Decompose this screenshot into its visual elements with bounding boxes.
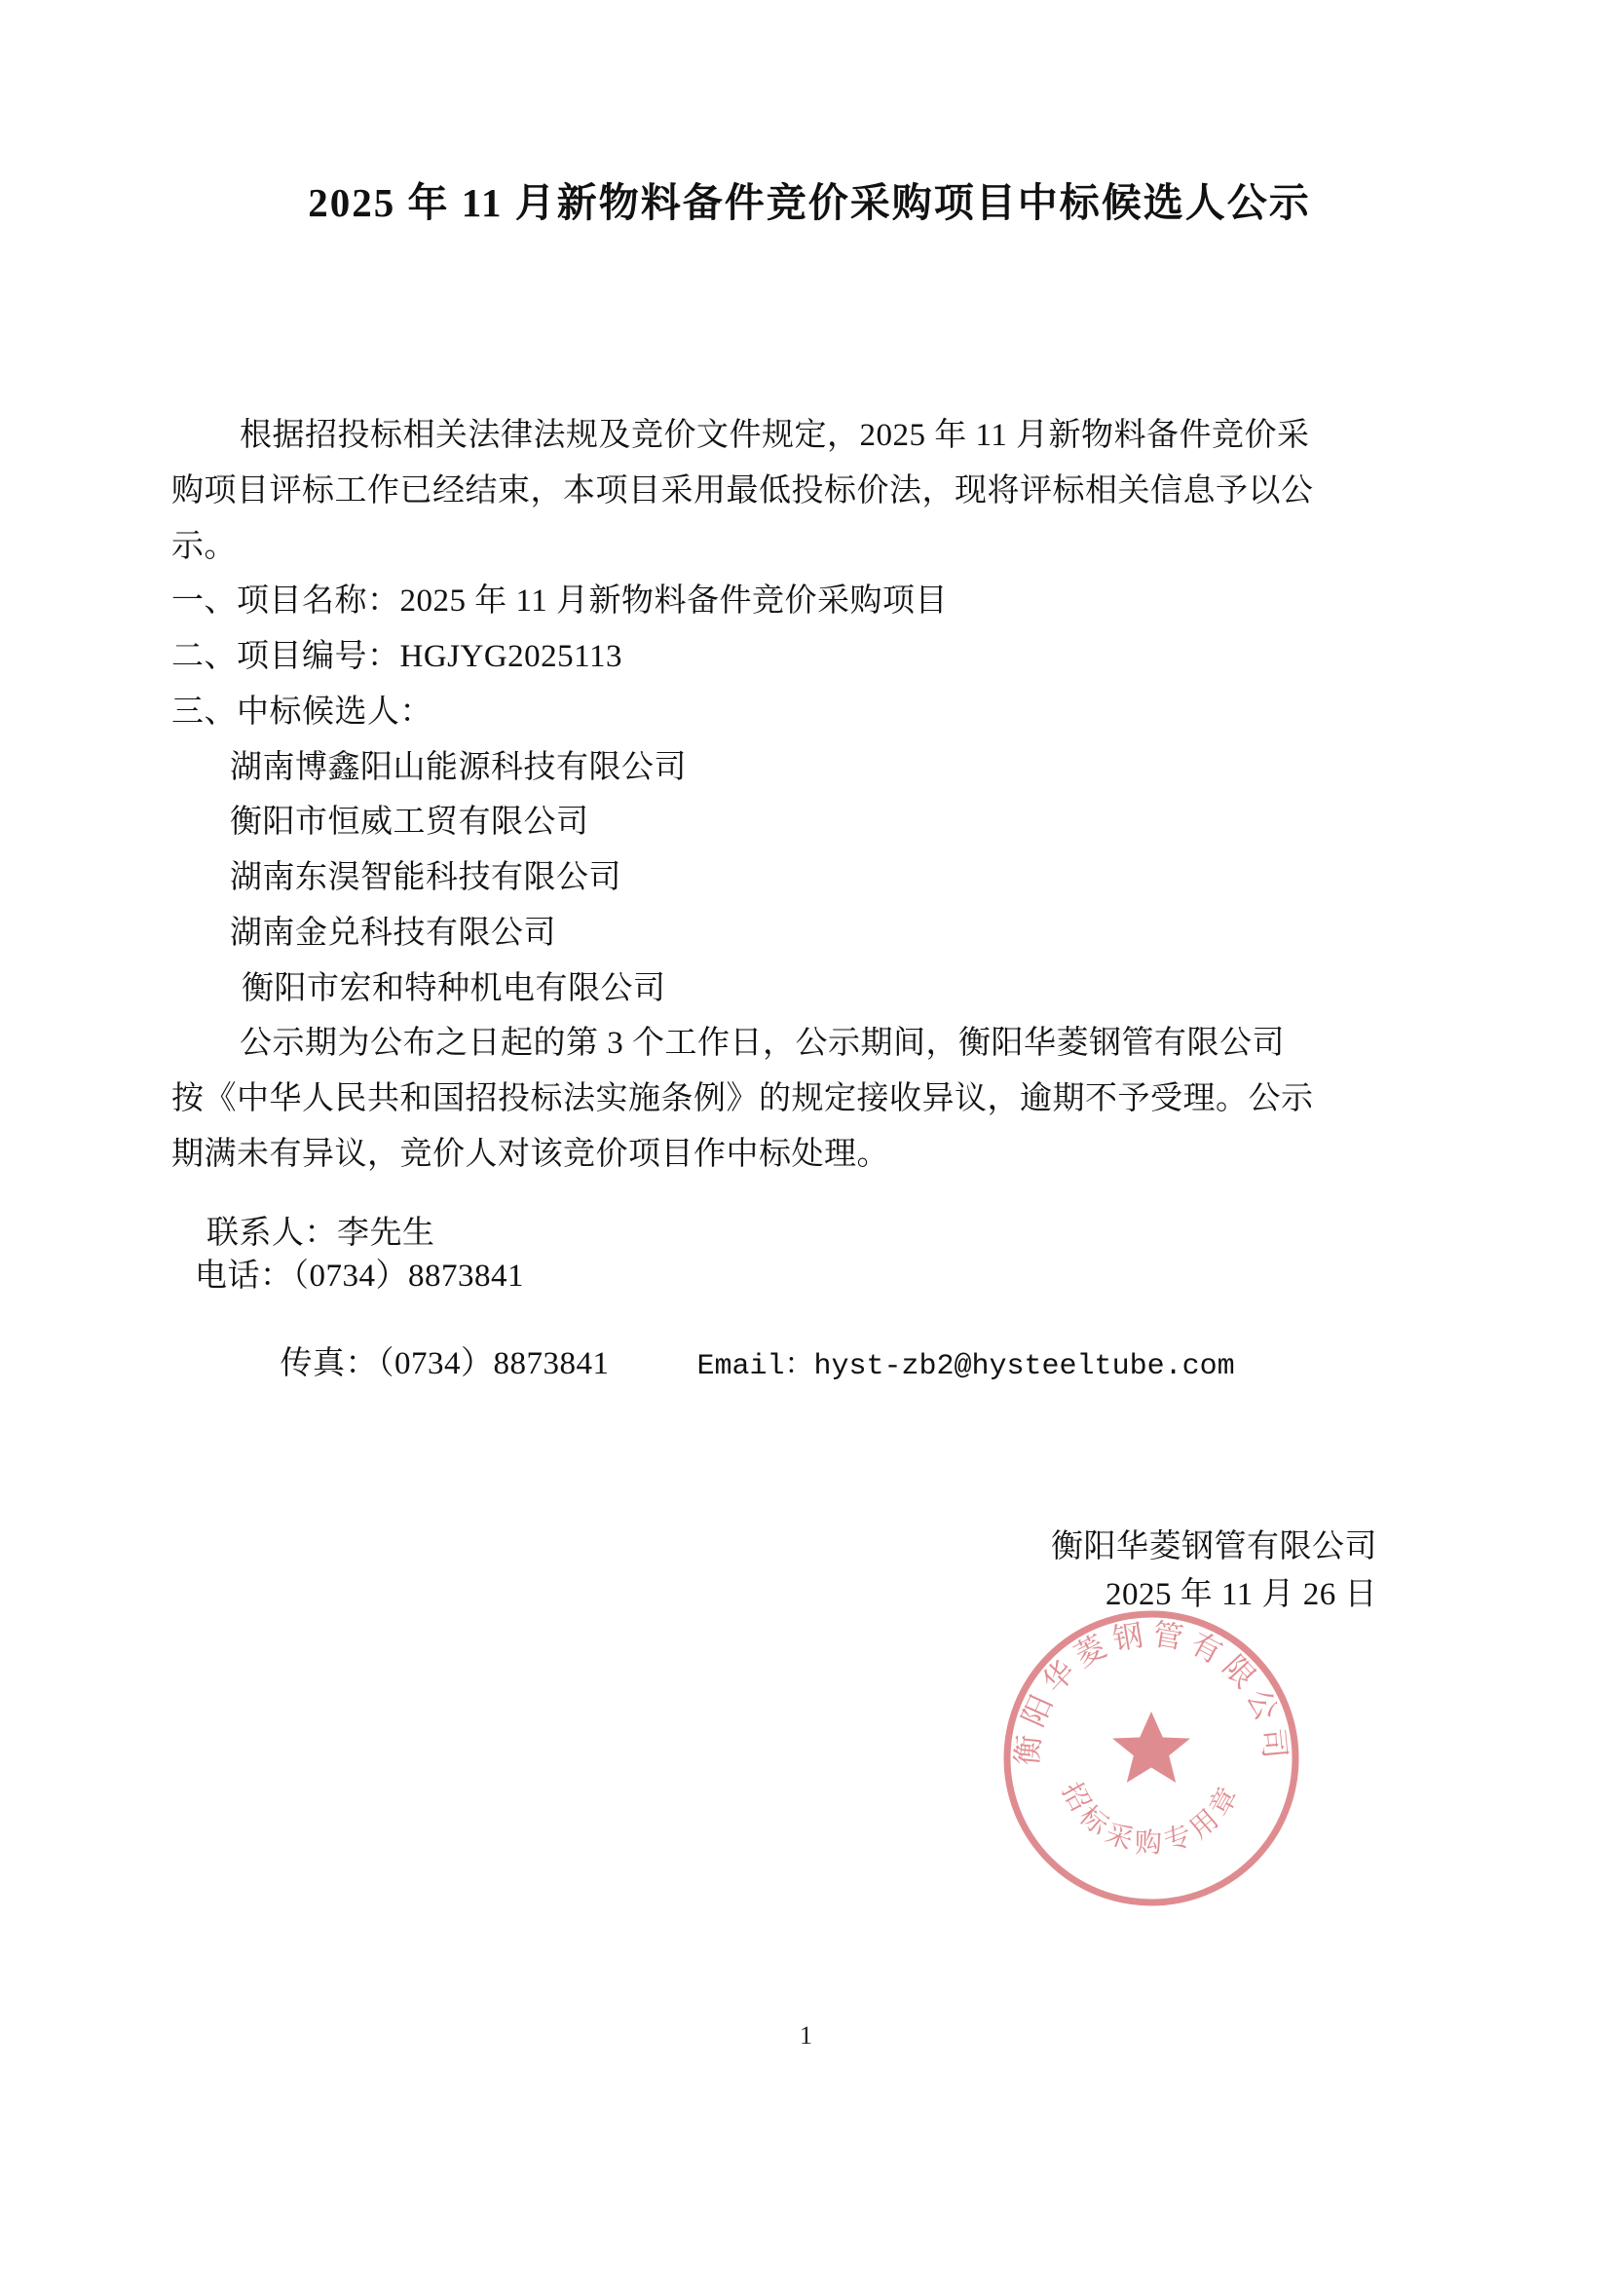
svg-text:招标采购专用章: 招标采购专用章	[1055, 1777, 1248, 1859]
project-name-item: 一、项目名称：2025 年 11 月新物料备件竞价采购项目	[171, 583, 949, 620]
signer-name: 衡阳华菱钢管有限公司	[1051, 1528, 1377, 1564]
contact-fax: 传真：（0734）8873841	[280, 1346, 610, 1382]
project-number-item: 二、项目编号：HGJYG2025113	[171, 639, 622, 674]
intro-paragraph-line-1: 根据招投标相关法律法规及竞价文件规定，2025 年 11 月新物料备件竞价采	[240, 418, 1310, 453]
list-item: 湖南博鑫阳山能源科技有限公司	[230, 749, 687, 785]
contact-person: 联系人：李先生	[206, 1215, 435, 1251]
list-item: 湖南金兑科技有限公司	[230, 915, 556, 951]
page-title: 2025 年 11 月新物料备件竞价采购项目中标候选人公示	[308, 180, 1311, 225]
notice-paragraph-line-1: 公示期为公布之日起的第 3 个工作日，公示期间，衡阳华菱钢管有限公司	[240, 1026, 1285, 1062]
page-number: 1	[800, 2021, 812, 2050]
notice-paragraph-line-2: 按《中华人民共和国招投标法实施条例》的规定接收异议，逾期不予受理。公示	[171, 1081, 1314, 1116]
signature-block	[171, 1524, 1447, 1620]
svg-text:衡阳华菱钢管有限公司: 衡阳华菱钢管有限公司	[1009, 1616, 1293, 1767]
list-item: 湖南东淏智能科技有限公司	[230, 860, 621, 895]
contact-phone: 电话：（0734）8873841	[195, 1259, 524, 1295]
official-seal-stamp	[995, 1602, 1307, 1914]
contact-block	[171, 1212, 1447, 1431]
notice-paragraph-line-3: 期满未有异议，竞价人对该竞价项目作中标处理。	[171, 1136, 889, 1172]
document-body	[171, 408, 1447, 1620]
candidates-heading: 三、中标候选人：	[171, 694, 432, 730]
list-item: 衡阳市宏和特种机电有限公司	[242, 970, 666, 1006]
signature-date: 2025 年 11 月 26 日	[1105, 1577, 1377, 1613]
contact-fax-row	[171, 1299, 1447, 1431]
intro-paragraph-line-3: 示。	[171, 528, 237, 564]
document-content	[171, 0, 1447, 1620]
list-item: 衡阳市恒威工贸有限公司	[230, 805, 589, 841]
contact-email: Email：hyst-zb2@hysteeltube.com	[696, 1350, 1235, 1384]
intro-paragraph-line-2: 购项目评标工作已经结束，本项目采用最低投标价法，现将评标相关信息予以公	[171, 472, 1314, 508]
